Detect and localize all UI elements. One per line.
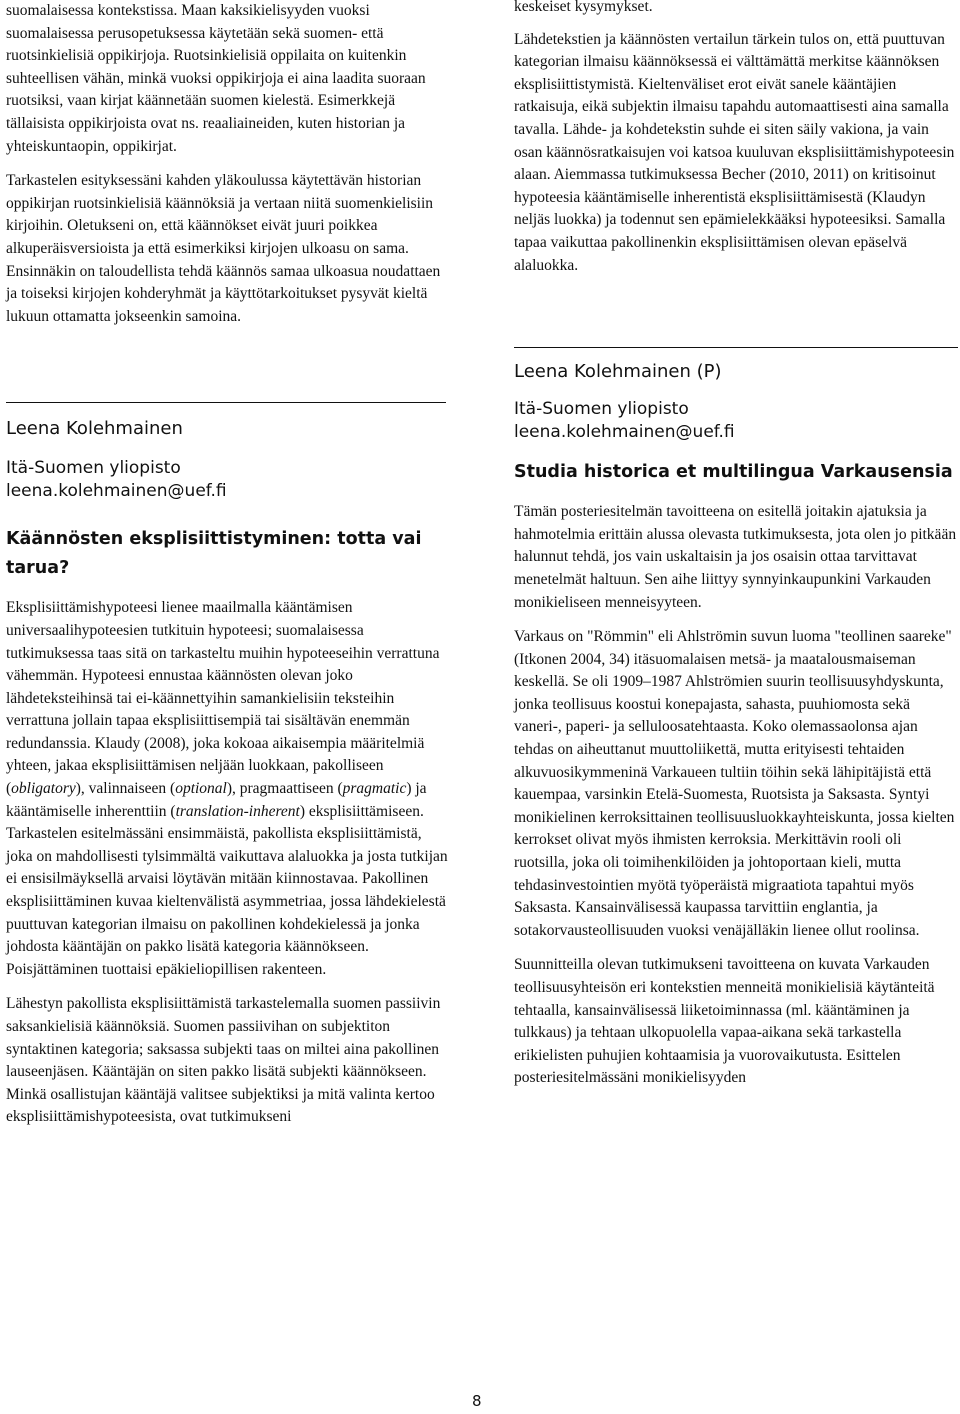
varkaus-paragraph: Varkaus on "Römmin" eli Ahlströmin suvun luoma "teollinen saareke" (Itkonen 2004, 34) itäsuomalaisen metsä- ja maatalousmaiseman keskellä. Se oli 1909–1987 Ahlströmien suurin teollisuusyhdyskunta, jonka teollisuus koostui konepajasta, sahasta, puuhiomosta sekä vaneri-, paperi- ja selluloosatehtaasta. Koko olemassaolonsa ajan tehdas on aiheuttanut muuttoliikettä, mutta erityisesti tehtaiden alkuvuosikymmeninä Varkaueen tultiin töihin sekä lähipitäjistä että kauempaa, varsinkin Etelä-Suomesta, Ruotsista ja Saksasta. Syntyi monikielinen kerroksittainen teollisuusluokkayhteiskunta, jossa kielten kerrokset olivat myös ihmisten kerroksia. Merkittävin rooli oli ruotsilla, joka oli toimihenkilöiden ja johtoportaan kieli, mutta tehdasinvestointien myötä työperäistä migraatiota tapahtui myös Saksasta. Kansainvälisessä kaupassa tarvittiin englantia, ja sotakorvausteollisuuden vuoksi venäjälläkin lienee ollut roolinsa. (514, 628, 955, 939)
page-number: 8 (472, 1392, 482, 1410)
institution: Itä-Suomen yliopisto (6, 458, 181, 479)
abstract-text: ), valinnaiseen ( (75, 780, 176, 798)
author-name: Leena Kolehmainen (P) (514, 361, 722, 383)
term-obligatory: obligatory (11, 780, 76, 798)
research-goal-paragraph: Suunnitteilla olevan tutkimukseni tavoitteena on kuvata Varkauden teollisuusyhteisön eri kontekstien menneitä monikielisiä käytänteitä tehtaalla, kansainvälisessä liiketoiminnassa (ml. kääntäminen ja tulkkaus) ja tehtaan ulkopuolella vapaa-aikana sekä tarkastella erikielisten puhujien kohtaamisia ja vuorovaikutusta. Esittelen posteriesitelmässäni monikielisyyden (514, 956, 935, 1087)
poster-intro-paragraph: Tämän posteriesitelmän tavoitteena on esitellä joitakin ajatuksia ja hahmotelmia erittäin alussa olevasta tutkimuksesta, jota olen jo pitkään halunnut tehdä, jos vain uskaltaisin ja jos osaisin ottaa tarvittavat menetelmät haltuun. Sen aihe liittyy synnyinkaupunkini Varkauden monikieliseen menneisyyteen. (514, 503, 957, 611)
intro-paragraph: suomalaisessa kontekstissa. Maan kaksikielisyyden vuoksi suomalaisessa perusopetuksessa käytetään sekä suomen- että ruotsinkielisiä oppikirjoja. Ruotsinkielisiä oppilaita on kuitenkin suhteellisen vähän, minkä vuoksi oppikirjoja ei aina laadita suoraan ruotsiksi, vaan kirjat käännetään suomen kielestä. Esimerkkejä tällaisista oppikirjoista ovat ns. reaaliaineiden, kuten historian ja yhteiskuntaopin, oppikirjat. (6, 2, 426, 155)
abstract-paragraph-2: Lähestyn pakollista eksplisiittämistä tarkastelemalla suomen passiivin saksankielisiä käännöksiä. Suomen passiivihan on subjektiton syntaktinen kategoria; saksassa subjekti taas on miltei aina pakollinen lauseenjäsen. Kääntäjän on siten pakko lisätä subjekti käännökseen. Minkä osallistujan kääntäjä valitsee subjektiksi ja mitä valinta kertoo eksplisiittämishypoteesista, ovat tutkimukseni (6, 995, 441, 1126)
abstract-text: ) ja kääntämiselle inherenttiin ( (6, 780, 427, 820)
abstract-paragraph (6, 597, 450, 981)
paper-title: Käännösten eksplisiittistyminen: totta vai tarua? (6, 529, 422, 579)
continuation-text: keskeiset kysymykset. (514, 0, 653, 15)
term-translation-inherent: translation-inherent (175, 802, 300, 820)
term-optional: optional (175, 780, 227, 798)
study-paragraph: Tarkastelen esityksessäni kahden yläkoulussa käytettävän historian oppikirjan ruotsinkielisiä käännöksiä ja vertaan niitä suomenkielisiin kirjoihin. Oletukseni on, että käännökset eivät juuri poikkea alkuperäisversioista ja että esimerkiksi kirjojen ulkoasu on sama. Ensinnäkin on taloudellista tehdä käännös samaa ulkoasua noudattaen ja toiseksi kirjojen kohderyhmät ja käyttötarkoitukset pysyvät kieltä lukuun ottamatta jokseenkin samoina. (6, 172, 441, 325)
abstract-text: Eksplisiittämishypoteesi lienee maailmalla kääntämisen universaalihypoteesien tutkituin hypoteesi; suomalaisessa tutkimuksessa taas sitä on tarkasteltu muihin hypoteeseihin verrattuna vähemmän. Hypoteesi ennustaa käännösten olevan joko lähdeteksteihinsä tai ei-käännettyihin samankielisiin teksteihin verrattuna jollain tapaa eksplisiittisempiä tai sisältävän enemmän redundanssia. Klaudy (2008), joka kokoaa aikaisempia määritelmiä yhteen, jakaa eksplisiittämisen neljään luokkaan, pakolliseen ( (6, 599, 440, 798)
divider (514, 347, 958, 348)
divider (6, 402, 446, 403)
author-email: leena.kolehmainen@uef.fi (6, 481, 227, 502)
right-column (514, 0, 959, 1090)
left-column (6, 0, 450, 1129)
author-name: Leena Kolehmainen (6, 418, 183, 440)
author-email: leena.kolehmainen@uef.fi (514, 422, 735, 443)
abstract-text: ), pragmaattiseen ( (226, 780, 343, 798)
institution: Itä-Suomen yliopisto (514, 399, 689, 420)
paper-title: Studia historica et multilingua Varkausensia (514, 462, 953, 483)
results-paragraph: Lähdetekstien ja käännösten vertailun tärkein tulos on, että puuttuvan kategorian ilmaisu käännöksessä ei välttämättä merkitse käännöksen eksplisiittistymistä. Kieltenväliset erot eivät sanele kääntäjien ratkaisuja, eikä subjektin ilmaisu tapahdu automaattisesti aina samalla tavalla. Lähde- ja kohdetekstin suhde ei siten säily vakiona, ja vain osan käännösratkaisujen voi katsoa kuuluvan eksplisiittämishypoteesin alaan. Aiemmassa tutkimuksessa Becher (2010, 2011) on kritisoinut hypoteesia kääntämiselle inherentistä eksplisiittämisestä (Klaudyn neljäs luokka) ja todennut sen epämielekkääksi hypoteesiksi. Samalla tapaa vaikuttaa pakollinenkin eksplisiittämisen olevan epäselvä alaluokka. (514, 30, 955, 274)
abstract-text: ) eksplisiittämiseen. Tarkastelen esitelmässäni ensimmäistä, pakollista eksplisiittämistä, joka on mahdollisesti tylsimmältä vaikuttava alaluokka ja josta tutkijan ei ensisilmäyksellä arvaisi löytävän mitään kiinnostavaa. Pakollinen eksplisiittäminen kuvaa kieltenvälistä asymmetriaa, jossa lähdekielestä puuttuvan kategorian ilmaisu on pakollinen kohdekielessä ja jonka johdosta kääntäjän on pakko lisätä kategoria käännökseen. Poisjättäminen tuottaisi epäkieliopillisen rakenteen. (6, 802, 448, 978)
term-pragmatic: pragmatic (342, 780, 407, 798)
